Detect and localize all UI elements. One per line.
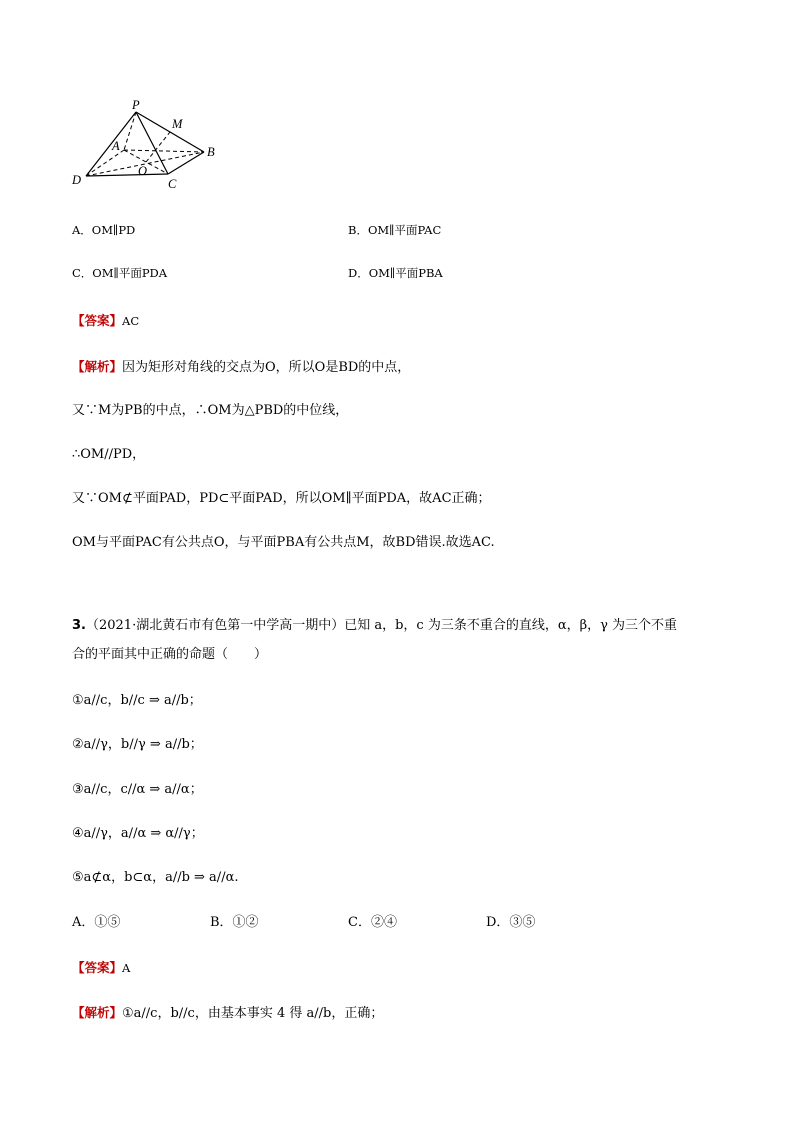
q3-analysis-line-1 [72,1002,383,1021]
answer-value: A [122,961,131,975]
edge-AD [86,150,124,176]
q3-item-3: ③a//c，c//α ⇒ a//α； [72,782,203,797]
q3-number: 3. [72,618,86,633]
pyramid-figure [68,96,228,196]
q2-option-a: A．OM∥PD [72,223,136,237]
answer-value: AC [122,314,140,328]
edge-PD [86,112,136,176]
q2-answer [72,310,139,329]
edge-DC [86,174,168,176]
label-B: B [207,145,215,159]
q3-option-b: B．①② [210,915,259,930]
q3-option-c: C．②④ [348,915,397,930]
label-A: A [112,139,120,153]
label-D: D [72,173,82,187]
label-M: M [172,117,183,131]
q3-stem-line-1 [72,614,677,633]
q2-analysis-line-4: 又∵OM⊄平面PAD，PD⊂平面PAD，所以OM∥平面PDA，故AC正确； [72,491,491,506]
q3-item-2: ②a//γ，b//γ ⇒ a//b； [72,737,203,752]
edge-AB [124,150,204,152]
analysis-text: ①a//c，b//c，由基本事实 4 得 a//b，正确； [122,1006,384,1021]
q3-item-4: ④a//γ，a//α ⇒ α//γ； [72,826,204,841]
analysis-tag: 【解析】 [72,359,123,374]
answer-tag: 【答案】 [72,960,123,975]
label-P: P [132,98,140,112]
analysis-tag: 【解析】 [72,1005,123,1020]
q2-analysis-line-5: OM与平面PAC有公共点O，与平面PBA有公共点M，故BD错误.故选AC. [72,535,495,550]
edge-CB [168,152,204,174]
q2-analysis-line-1 [72,356,410,375]
q2-option-d: D．OM∥平面PBA [348,266,443,280]
q3-item-5: ⑤a⊄α，b⊂α，a//b ⇒ a//α. [72,870,239,885]
edge-PA [124,112,136,150]
label-O: O [138,164,148,178]
q2-analysis-line-2: 又∵M为PB的中点，∴OM为△PBD的中位线， [72,403,349,418]
q3-answer [72,957,130,976]
q2-option-c: C．OM∥平面PDA [72,266,168,280]
segment-OM [146,132,170,162]
answer-tag: 【答案】 [72,313,123,328]
q3-stem-text: （2021·湖北黄石市有色第一中学高一期中）已知 a，b，c 为三条不重合的直线，α，β，γ 为三个不重 [85,618,678,633]
label-C: C [168,177,177,191]
q2-analysis-line-3: ∴OM//PD， [72,447,146,462]
q3-option-a: A．①⑤ [72,915,121,930]
analysis-text: 因为矩形对角线的交点为O，所以O是BD的中点， [122,360,411,375]
q3-item-1: ①a//c，b//c ⇒ a//b； [72,693,202,708]
q3-stem-line-2: 合的平面其中正确的命题（ ） [72,647,268,662]
q3-option-d: D．③⑤ [486,915,536,930]
q2-option-b: B．OM∥平面PAC [348,223,442,237]
